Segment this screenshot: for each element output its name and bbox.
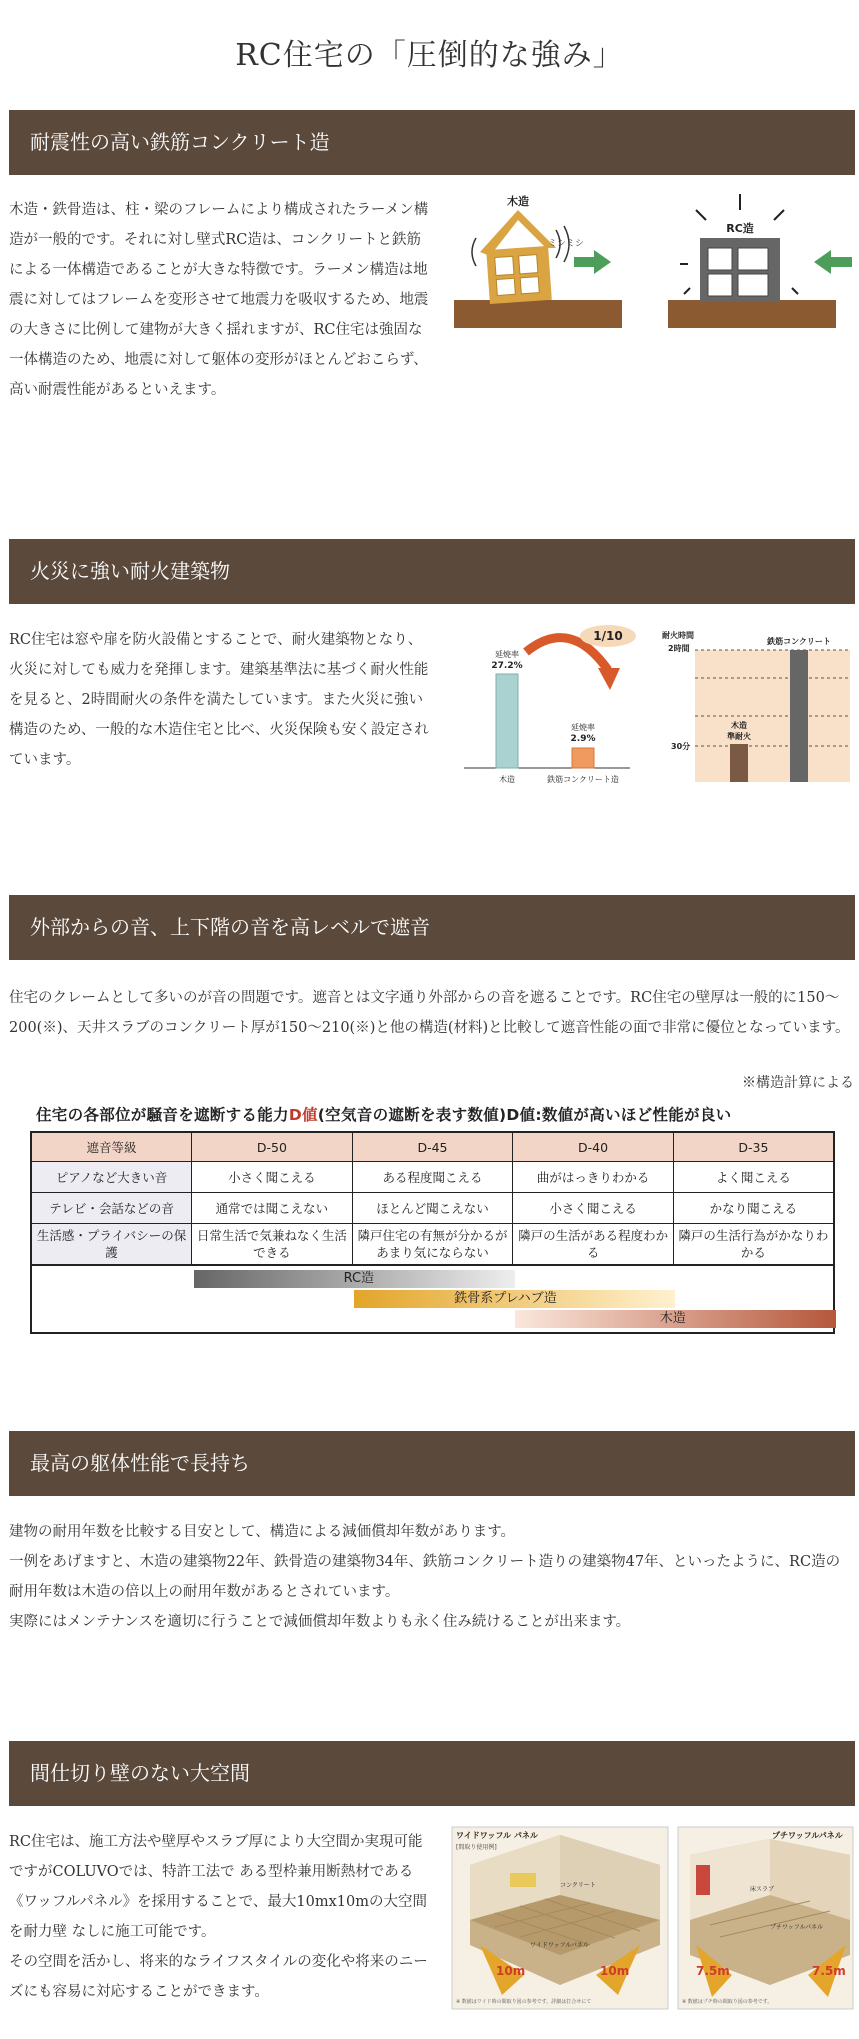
fire-illustration xyxy=(460,622,855,792)
section-text-large-space xyxy=(9,1827,434,2007)
table-cell: 日常生活で気兼ねなく生活できる xyxy=(192,1224,353,1265)
page-title: RC住宅の「圧倒的な強み」 xyxy=(235,38,624,73)
right-caption: ※ 数値はプチ時の間取り図の参考です。 xyxy=(682,1999,773,2005)
left-caption: ※ 数値はワイド時の間取り図の参考です。詳細は打合せにて xyxy=(456,1999,592,2005)
rc-col-label: 鉄筋コンクリート xyxy=(767,637,831,646)
bar-steel-prefab xyxy=(354,1290,675,1308)
sound-insulation-table xyxy=(30,1103,835,1334)
sound-grade-table xyxy=(30,1131,835,1334)
section-text-earthquake xyxy=(9,195,434,405)
thirty-min-label: 30分 xyxy=(671,742,691,751)
table-cell: ある程度聞こえる xyxy=(352,1162,513,1193)
wood-house-label: 木造 xyxy=(507,195,529,208)
table-cell: 曲がはっきりわかる xyxy=(513,1162,674,1193)
two-hours-label: 2時間 xyxy=(668,644,690,653)
table-cell: 小さく聞こえる xyxy=(513,1193,674,1224)
waffle-panel-illustration xyxy=(450,1825,855,2015)
wood-rate: 27.2% xyxy=(491,661,523,671)
row-head-cell: テレビ・会話などの音 xyxy=(31,1193,192,1224)
bar-label-wood: 木造 xyxy=(659,1311,686,1326)
rc-house-label: RC造 xyxy=(726,222,754,235)
paragraph: その空間を活かし、将来的なライフスタイルの変化や将来のニーズにも容易に対応することができます。 xyxy=(9,1954,428,2000)
table-cell: 通常では聞こえない xyxy=(192,1193,353,1224)
wood-col-sub: 準耐火 xyxy=(727,732,751,741)
sound-title-pre: 住宅の各部位が騒音を遮断する能力 xyxy=(36,1106,289,1124)
paragraph: 木造・鉄骨造は、柱・梁のフレームにより構成されたラーメン構造が一般的です。それに対し壁式RC造は、コンクリートと鉄筋による一体構造であることが大きな特徴です。ラーメン構造は地震に対してはフレームを変形させて地震力を吸収するため、地震の大きさに比例して建物が大きく揺れますが、RC住宅は強固な一体構造のため、地震に対して躯体の変形がほとんどおこらず、高い耐震性能があるといえます。 xyxy=(9,202,429,398)
paragraph: 建物の耐用年数を比較する目安として、構造による減価償却年数があります。 xyxy=(9,1524,516,1540)
section-text-sound xyxy=(9,983,854,1043)
header-cell: D-40 xyxy=(513,1132,674,1162)
header-cell: D-35 xyxy=(673,1132,834,1162)
ratio-label: 1/10 xyxy=(593,629,623,643)
table-row xyxy=(31,1193,834,1224)
row-head-cell: 生活感・プライバシーの保護 xyxy=(31,1224,192,1265)
wood-noise-label: ミシミシ xyxy=(548,239,585,249)
paragraph: RC住宅は、施工方法や壁厚やスラブ厚により大空間か実現可能ですがCOLUVOでは、特許工法で ある型枠兼用断熱材である《ワッフルパネル》を採用することで、最大10mx10mの大空間を耐力壁 なしに施工可能です。 xyxy=(9,1834,427,1940)
header-cell: 遮音等級 xyxy=(31,1132,192,1162)
section-heading-sound: 外部からの音、上下階の音を高レベルで遮音 xyxy=(9,895,855,960)
left-panel-sub: [間取り使用例] xyxy=(456,1844,497,1851)
paragraph: 住宅のクレームとして多いのが音の問題です。遮音とは文字通り外部からの音を遮ることです。RC住宅の壁厚は一般的に150～200(※)、天井スラブのコンクリート厚が150～210(※)と他の構造(材料)と比較して遮音性能の面で非常に優位となっています。 xyxy=(9,990,850,1036)
table-header-row xyxy=(31,1132,834,1162)
fire-time-label: 耐火時間 xyxy=(662,631,694,640)
wood-col-label: 木造 xyxy=(731,721,747,730)
row-head-cell: ピアノなど大きい音 xyxy=(31,1162,192,1193)
right-panel-title: プチワッフルパネル xyxy=(772,1831,843,1840)
table-cell: 隣戸の生活がある程度わかる xyxy=(513,1224,674,1265)
right-dim-1: 7.5m xyxy=(696,1964,730,1978)
sound-title-red: D値 xyxy=(288,1106,318,1124)
left-dim-2: 10m xyxy=(600,1964,630,1978)
bar-label-rc: 鉄筋コンクリート造 xyxy=(547,775,619,784)
right-panel-label: プチワッフルパネル xyxy=(770,1924,824,1931)
table-cell: ほとんど聞こえない xyxy=(352,1193,513,1224)
earthquake-illustration xyxy=(452,190,857,335)
table-cell: かなり聞こえる xyxy=(673,1193,834,1224)
table-row xyxy=(31,1162,834,1193)
rc-rate: 2.9% xyxy=(570,734,596,744)
structure-calc-note: ※構造計算による xyxy=(742,1075,854,1091)
section-heading-large-space: 間仕切り壁のない大空間 xyxy=(9,1741,855,1806)
bar-label-wood: 木造 xyxy=(499,775,515,784)
table-cell: 隣戸の生活行為がかなりわかる xyxy=(673,1224,834,1265)
right-slab-label: 床スラブ xyxy=(750,1886,775,1893)
left-panel-label: ワイドワッフルパネル xyxy=(530,1942,589,1949)
structure-bars-row xyxy=(31,1265,834,1334)
sound-table-title xyxy=(36,1103,835,1125)
left-concrete-label: コンクリート xyxy=(560,1882,596,1889)
table-cell: 小さく聞こえる xyxy=(192,1162,353,1193)
left-dim-1: 10m xyxy=(496,1964,526,1978)
paragraph: 実際にはメンテナンスを適切に行うことで減価償却年数よりも永く住み続けることが出来ます。 xyxy=(9,1614,631,1630)
table-row xyxy=(31,1224,834,1265)
bar-rc xyxy=(194,1270,515,1288)
right-dim-2: 7.5m xyxy=(812,1964,846,1978)
section-heading-fire: 火災に強い耐火建築物 xyxy=(9,539,855,604)
bar-label-steel: 鉄骨系プレハブ造 xyxy=(454,1291,557,1306)
table-cell: 隣戸住宅の有無が分かるがあまり気にならない xyxy=(352,1224,513,1265)
spread-label-wood: 延焼率 xyxy=(495,650,519,659)
section-text-durability xyxy=(9,1517,854,1637)
sound-title-post: (空気音の遮断を表す数値)D値:数値が高いほど性能が良い xyxy=(317,1106,732,1124)
header-cell: D-50 xyxy=(192,1132,353,1162)
bar-wood xyxy=(515,1310,836,1328)
section-heading-durability: 最高の躯体性能で長持ち xyxy=(9,1431,855,1496)
header-cell: D-45 xyxy=(352,1132,513,1162)
paragraph: 一例をあげますと、木造の建築物22年、鉄骨造の建築物34年、鉄筋コンクリート造りの建築物47年、といったように、RC造の耐用年数は木造の倍以上の耐用年数があるとされています。 xyxy=(9,1554,841,1600)
left-panel-title: ワイドワッフル パネル xyxy=(456,1831,538,1840)
bar-label-rc: RC造 xyxy=(343,1271,375,1286)
structure-range-bars xyxy=(32,1265,833,1332)
section-heading-earthquake: 耐震性の高い鉄筋コンクリート造 xyxy=(9,110,855,175)
paragraph: RC住宅は窓や扉を防火設備とすることで、耐火建築物となり、火災に対しても威力を発揮します。建築基準法に基づく耐火性能を見ると、2時間耐火の条件を満たしています。また火災に強い構造のため、一般的な木造住宅と比べ、火災保険も安く設定されています。 xyxy=(9,632,429,768)
table-cell: よく聞こえる xyxy=(673,1162,834,1193)
spread-label-rc: 延焼率 xyxy=(571,723,595,732)
section-text-fire xyxy=(9,625,434,775)
